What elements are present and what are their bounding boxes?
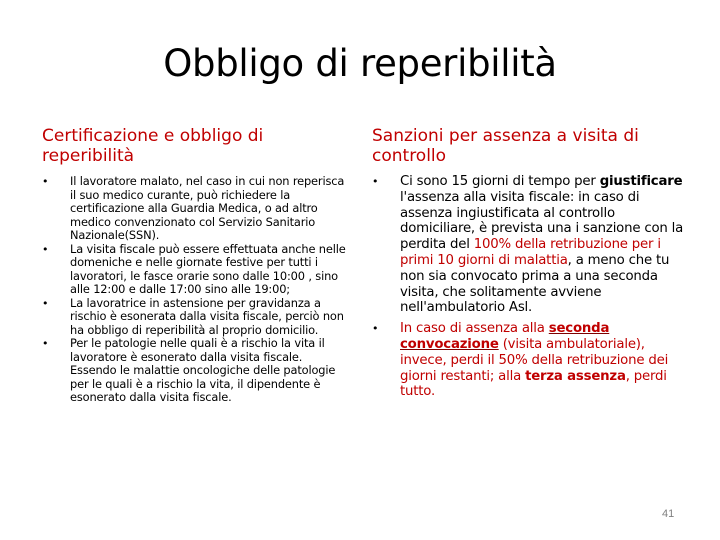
emphasis-text: giustificare (599, 174, 683, 189)
slide-title: Obbligo di reperibilità (163, 42, 557, 85)
list-item (372, 321, 692, 400)
list-item (42, 337, 352, 405)
emphasis-text: seconda convocazione (400, 321, 610, 352)
bullet-text: La visita fiscale può essere effettuata anche nelle domeniche e nelle giornate festive per tutti i lavoratori, le fasce orarie sono dalle 10:00 , sino alle 12:00 e dalle 17:00 sino alle 19:00; (70, 241, 346, 296)
right-column-heading: Sanzioni per assenza a visita di controllo (372, 126, 639, 166)
text-run: , a meno che tu non sia convocato prima a una seconda visita, che solitamente avviene nell'ambulatorio Asl. (400, 252, 670, 316)
highlight-text: 100% della retribuzione per i primi 10 giorni di malattia (400, 237, 661, 268)
bullet-icon: • (42, 337, 49, 350)
bullet-text (400, 321, 668, 399)
text-run: (visita ambulatoriale), invece, perdi il 50% della retribuzione dei giorni restanti; alla (400, 336, 669, 384)
bullet-icon: • (42, 175, 49, 188)
right-bullet-list (372, 174, 692, 400)
bullet-text: La lavoratrice in astensione per gravidanza a rischio è esonerata dalla visita fiscale, perciò non ha obbligo di reperibilità al proprio domicilio. (70, 295, 344, 337)
left-column-heading: Certificazione e obbligo di reperibilità (42, 126, 264, 166)
emphasis-text: terza assenza (525, 368, 626, 384)
text-run: Ci sono 15 giorni di tempo per (400, 174, 600, 189)
bullet-text: Per le patologie nelle quali è a rischio la vita il lavoratore è esonerato dalla visita fiscale. Essendo le malattie oncologiche delle patologie per le quali è a rischio la vita, il dipendente è esonerato dalla visita fiscale. (70, 336, 336, 404)
text-run: , perdi tutto. (400, 368, 667, 400)
list-item (372, 174, 692, 316)
list-item (42, 243, 352, 297)
bullet-icon: • (42, 296, 49, 310)
list-item (42, 175, 352, 243)
bullet-icon: • (42, 242, 49, 256)
left-bullet-list (42, 175, 352, 405)
bullet-icon: • (372, 175, 379, 188)
page-number: 41 (662, 508, 675, 520)
text-run: l'assenza alla visita fiscale: in caso di assenza ingiustificata al controllo domiciliare, è prevista una i sanzione con la perdita del (400, 189, 684, 253)
bullet-text (400, 174, 683, 315)
list-item (42, 297, 352, 338)
text-run: In caso di assenza alla (400, 321, 549, 337)
bullet-icon: • (372, 322, 379, 336)
bullet-text: Il lavoratore malato, nel caso in cui non reperisca il suo medico curante, può richiedere la certificazione alla Guardia Medica, o ad altro medico convenzionato col Servizio Sanitario Nazionale(SSN). (70, 174, 345, 242)
